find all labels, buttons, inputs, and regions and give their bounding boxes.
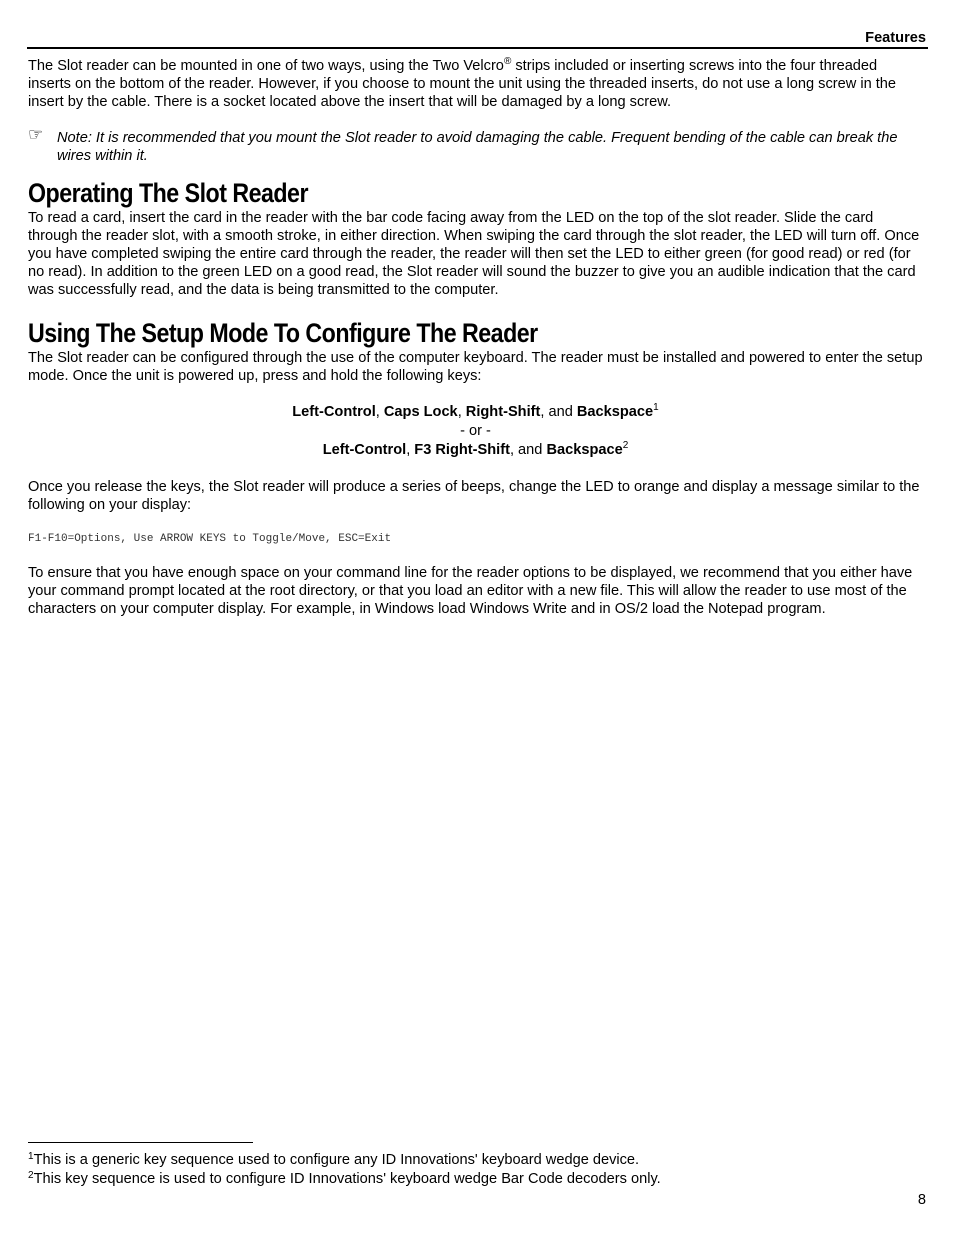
note-text: Note: It is recommended that you mount the Slot reader to avoid damaging the cable. Frequent bending of the cable can break the wires within it.: [57, 130, 898, 164]
key-sequence-2: [28, 441, 923, 460]
key-separator: ,: [406, 442, 415, 458]
key-f3-right-shift: F3 Right-Shift: [414, 442, 510, 458]
header-divider: [27, 47, 928, 49]
footnote-1: [28, 1151, 923, 1170]
key-separator: , and: [509, 442, 547, 458]
footnote-divider: [28, 1142, 253, 1143]
page-body: [28, 57, 923, 618]
heading-operating: Operating The Slot Reader: [28, 178, 308, 208]
mounting-text-part1: The Slot reader can be mounted in one of two ways, using the Two Velcro: [28, 58, 504, 74]
footnote-ref-1: 1: [653, 402, 659, 413]
footnote-marker: 2: [28, 1170, 34, 1181]
footnote-text: This key sequence is used to configure ID Innovations' keyboard wedge Bar Code decoders only.: [33, 1171, 661, 1187]
key-separator: ,: [375, 404, 384, 420]
closing-paragraph: To ensure that you have enough space on your command line for the reader options to be displayed, we recommend that you either have your command prompt located at the root directory, or that you load an editor with a new file. This will allow the reader to use most of the characters on your computer display. For example, in Windows load Windows Write and in OS/2 load the Notepad program.: [28, 565, 913, 617]
key-left-control: Left-Control: [322, 442, 407, 458]
key-caps-lock: Caps Lock: [383, 404, 458, 420]
footnote-text: This is a generic key sequence used to configure any ID Innovations' keyboard wedge device.: [33, 1152, 640, 1168]
key-right-shift: Right-Shift: [465, 404, 541, 420]
key-separator: , and: [540, 404, 577, 420]
key-sequences: [28, 403, 923, 460]
display-message-sample: F1-F10=Options, Use ARROW KEYS to Toggle/Move, ESC=Exit: [28, 533, 392, 545]
footnote-ref-2: 2: [622, 440, 629, 451]
footnotes: [28, 1151, 923, 1189]
page-number: 8: [917, 1192, 926, 1208]
key-backspace: Backspace: [576, 404, 654, 420]
key-separator: ,: [457, 404, 466, 420]
registered-mark: ®: [503, 56, 512, 67]
heading-setup-mode: Using The Setup Mode To Configure The Reader: [28, 318, 538, 348]
operating-paragraph: To read a card, insert the card in the reader with the bar code facing away from the LED on the top of the slot reader. Slide the card through the reader slot, with a smooth stroke, in either direction. When swiping the card through the slot reader, the LED will turn off. Once you have completed swiping the entire card through the reader, the reader will then set the LED to either green (for good read) or red (for no read). In addition to the green LED on a good read, the Slot reader will sound the buzzer to give you an audible indication that the card was successfully read, and the data is being transmitted to the computer.: [28, 210, 920, 298]
key-backspace: Backspace: [546, 442, 623, 458]
setup-intro-paragraph: The Slot reader can be configured through the use of the computer keyboard. The reader must be installed and powered to enter the setup mode. Once the unit is powered up, press and hold the following keys:: [28, 350, 923, 384]
after-keys-paragraph: Once you release the keys, the Slot reader will produce a series of beeps, change the LED to orange and display a message similar to the following on your display:: [28, 479, 920, 513]
pointing-hand-icon: ☞: [28, 125, 44, 144]
note-block: [28, 125, 923, 165]
key-left-control: Left-Control: [292, 404, 376, 420]
or-separator: - or -: [460, 423, 491, 439]
footnote-marker: 1: [28, 1151, 34, 1162]
footnote-2: [28, 1170, 923, 1189]
mounting-paragraph: [28, 57, 923, 111]
running-header: Features: [865, 30, 926, 46]
mounting-text-part2: strips included or inserting screws into the four threaded inserts on the bottom of the reader. However, if you choose to mount the unit using the threaded inserts, do not use a long screw in the insert by the cable. There is a socket located above the insert that will be damaged by a long screw.: [28, 58, 897, 110]
key-sequence-1: [28, 403, 923, 422]
